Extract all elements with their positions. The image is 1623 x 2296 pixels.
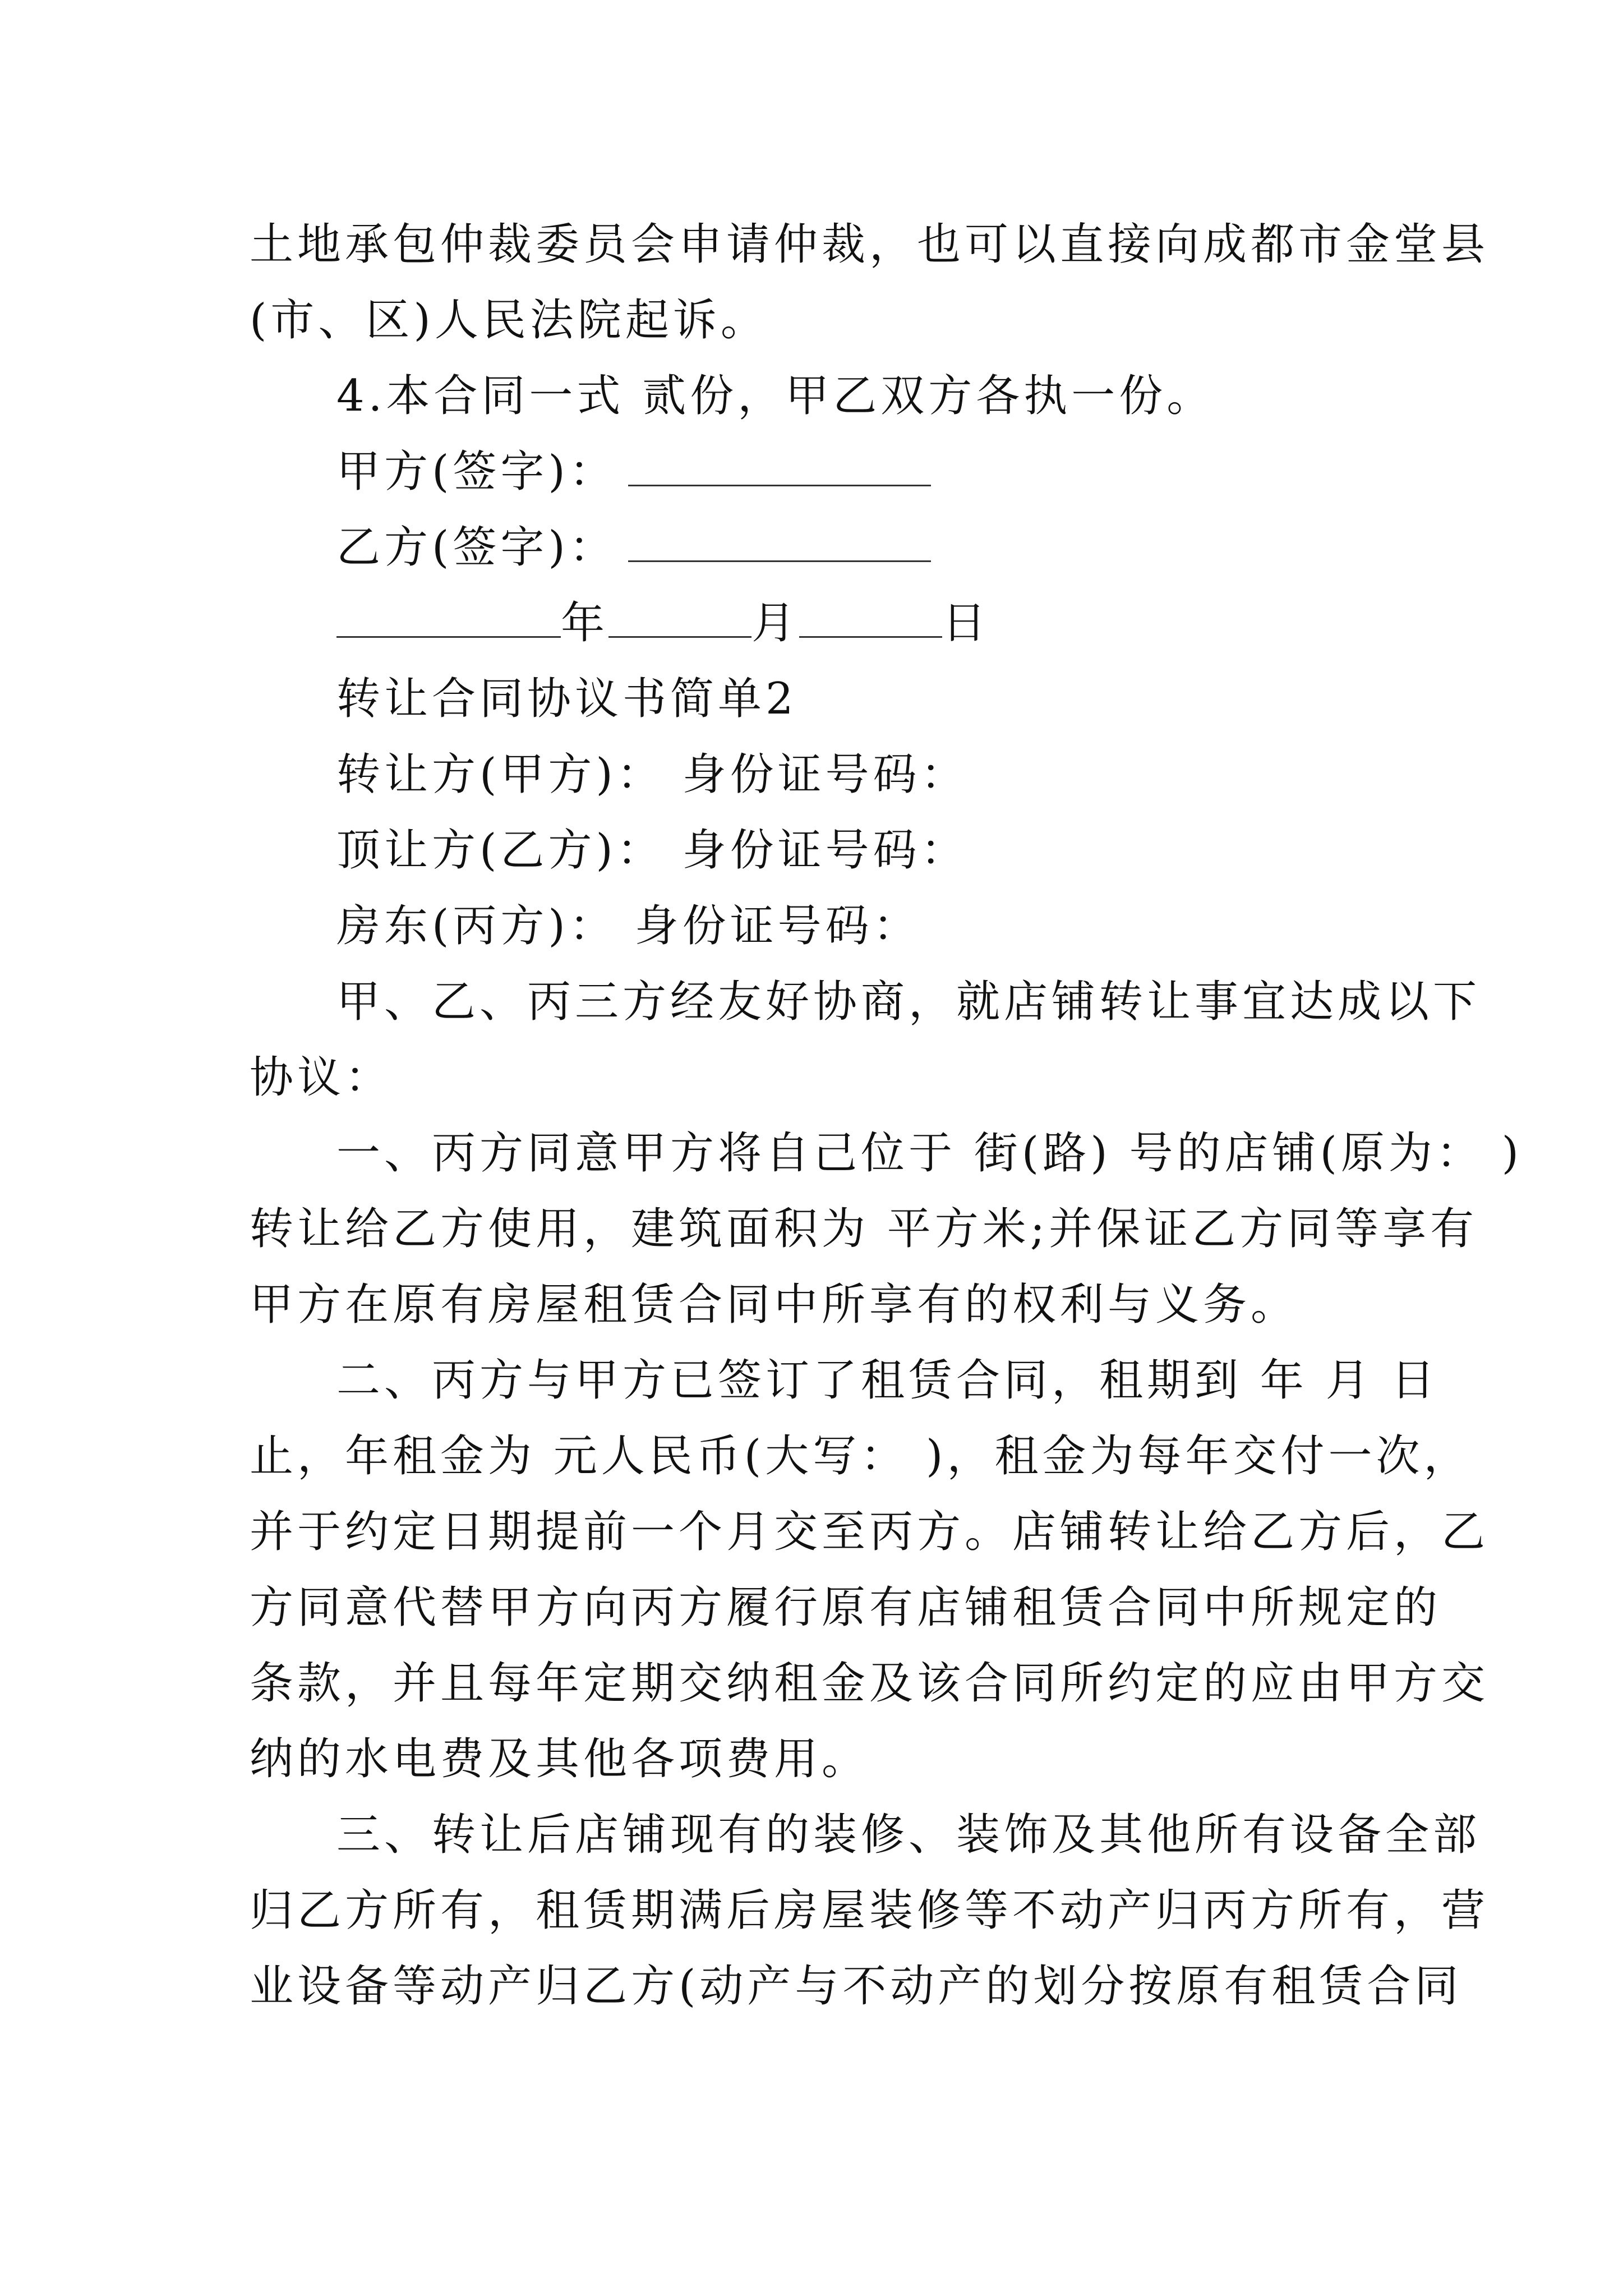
paragraph-line: 止，年租金为 元人民币(大写： )，租金为每年交付一次， [250,1431,1472,1481]
transferee-line: 顶让方(乙方)： 身份证号码： [336,825,969,876]
paragraph-line: 转让给乙方使用，建筑面积为 平方米;并保证乙方同等享有 [250,1204,1478,1254]
paragraph-line: 归乙方所有，租赁期满后房屋装修等不动产归丙方所有，营 [250,1885,1490,1936]
section-title: 转让合同协议书简单2 [336,674,797,724]
month-blank [608,597,751,638]
paragraph-line: 二、丙方与甲方已签订了租赁合同，租期到 年 月 日 [336,1355,1439,1406]
month-label: 月 [751,598,800,648]
paragraph-line: 条款，并且每年定期交纳租金及该合同所约定的应由甲方交 [250,1658,1490,1709]
paragraph-line: 甲、乙、丙三方经友好协商，就店铺转让事宜达成以下 [336,977,1481,1027]
party-b-signature-line [336,516,1469,579]
transferor-line: 转让方(甲方)： 身份证号码： [336,749,969,800]
paragraph-line: 协议： [250,1052,393,1103]
paragraph-line: 一、丙方同意甲方将自己位于 街(路) 号的店铺(原为： ) [336,1128,1523,1179]
paragraph-line: 甲方在原有房屋租赁合同中所享有的权利与义务。 [250,1280,1299,1330]
landlord-line: 房东(丙方)： 身份证号码： [336,901,921,951]
party-b-signature-label: 乙方(签字)： [336,522,617,573]
paragraph-line: 土地承包仲裁委员会申请仲裁，也可以直接向成都市金堂县 [250,219,1490,270]
day-label: 日 [942,598,990,648]
paragraph-line: (市、区)人民法院起诉。 [250,295,768,346]
party-a-signature-label: 甲方(签字)： [336,447,617,497]
paragraph-line: 三、转让后店铺现有的装修、装饰及其他所有设备全部 [336,1810,1481,1860]
party-a-signature-blank [628,445,931,486]
party-a-signature-line [336,440,1469,503]
year-blank [336,597,561,638]
day-blank [799,597,942,638]
date-line [336,592,1469,655]
paragraph-line: 方同意代替甲方向丙方履行原有店铺租赁合同中所规定的 [250,1582,1442,1633]
paragraph-line: 业设备等动产归乙方(动产与不动产的划分按原有租赁合同 [250,1961,1463,2012]
paragraph-line: 纳的水电费及其他各项费用。 [250,1734,870,1784]
paragraph-line: 并于约定日期提前一个月交至丙方。店铺转让给乙方后，乙 [250,1507,1490,1557]
party-b-signature-blank [628,521,931,562]
paragraph-line: 4.本合同一式 贰份，甲乙双方各执一份。 [336,371,1215,421]
year-label: 年 [561,598,609,648]
